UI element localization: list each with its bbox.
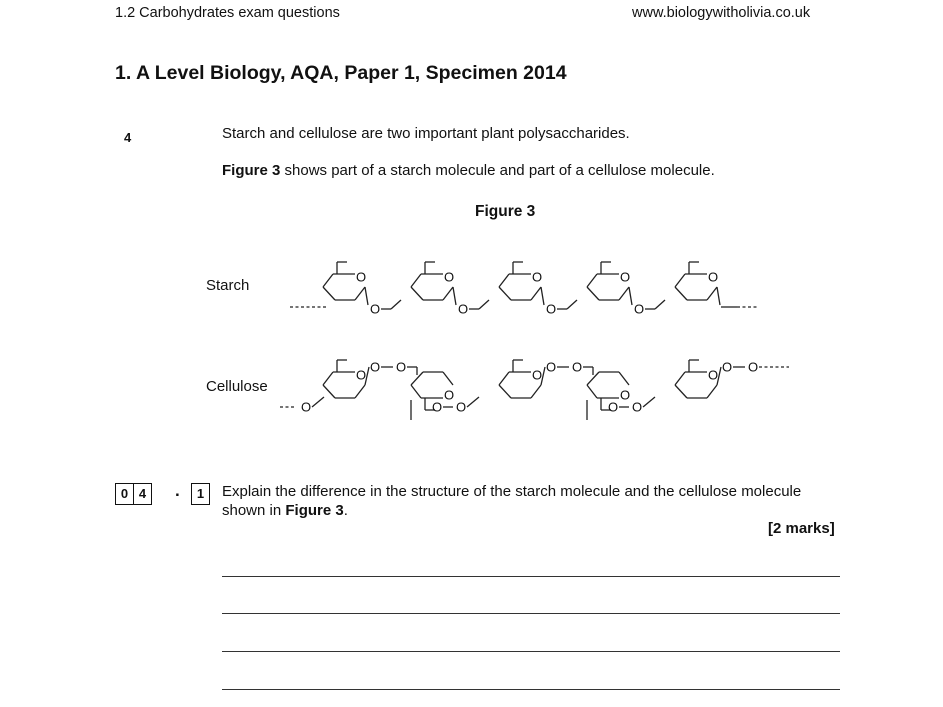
oxygen-atom: O (607, 399, 619, 415)
bond-line (411, 385, 421, 398)
page-title: 1. A Level Biology, AQA, Paper 1, Specimen 2014 (115, 62, 567, 84)
answer-line[interactable] (222, 613, 840, 614)
bond-line (643, 397, 655, 407)
oxygen-atom: O (531, 269, 543, 285)
bond-line (675, 287, 687, 300)
part-digit: 1 (196, 486, 205, 501)
molecule-figure (280, 245, 800, 430)
bond-line (531, 287, 541, 300)
answer-line[interactable] (222, 576, 840, 577)
bond-line (499, 274, 509, 287)
bond-line (675, 385, 687, 398)
oxygen-atom: O (747, 359, 759, 375)
bond-line (323, 287, 335, 300)
figure-reference (222, 162, 715, 179)
bond-line (411, 274, 421, 287)
bond-line (587, 287, 599, 300)
oxygen-atom: O (395, 359, 407, 375)
cellulose-chain (280, 360, 789, 421)
bond-line (655, 300, 665, 309)
answer-line[interactable] (222, 651, 840, 652)
question-digit: 0 (120, 486, 129, 501)
bond-line (629, 287, 632, 305)
subquestion-text (222, 482, 822, 520)
bond-line (541, 287, 544, 305)
bond-line (567, 300, 577, 309)
bond-line (467, 397, 479, 407)
subquestion-text-end: . (343, 502, 348, 519)
bond-line (707, 287, 717, 300)
bond-line (499, 372, 509, 385)
oxygen-atom: O (619, 387, 631, 403)
answer-line[interactable] (222, 689, 840, 690)
question-intro: Starch and cellulose are two important plant polysaccharides. (222, 125, 630, 142)
oxygen-atom: O (431, 399, 443, 415)
oxygen-atom: O (619, 269, 631, 285)
part-number-box (191, 483, 210, 505)
question-digit: 4 (133, 484, 151, 504)
bond-line (717, 287, 720, 305)
figure-caption: Figure 3 (475, 203, 536, 220)
subquestion-text-main: Explain the difference in the structure of the starch molecule and the cellulose molecule shown in (222, 483, 802, 519)
bond-line (443, 372, 453, 385)
oxygen-atom: O (633, 301, 645, 317)
marks-label: [2 marks] (768, 520, 835, 537)
bond-line (312, 397, 324, 407)
oxygen-atom: O (457, 301, 469, 317)
bond-line (707, 385, 717, 398)
oxygen-atom: O (455, 399, 467, 415)
cellulose-label: Cellulose (206, 378, 268, 395)
question-separator: . (175, 481, 180, 500)
oxygen-atom: O (355, 269, 367, 285)
bond-line (365, 287, 368, 305)
oxygen-atom: O (443, 269, 455, 285)
header-title: 1.2 Carbohydrates exam questions (115, 5, 340, 21)
figure-reference-text: shows part of a starch molecule and part of a cellulose molecule. (280, 162, 715, 179)
starch-chain (290, 262, 757, 317)
oxygen-atom: O (707, 269, 719, 285)
bond-line (675, 372, 685, 385)
oxygen-atom: O (707, 367, 719, 383)
bond-line (323, 274, 333, 287)
oxygen-atom: O (571, 359, 583, 375)
bond-line (443, 287, 453, 300)
bond-line (411, 287, 423, 300)
bond-line (323, 385, 335, 398)
oxygen-atom: O (531, 367, 543, 383)
bond-line (587, 274, 597, 287)
oxygen-atom: O (443, 387, 455, 403)
oxygen-atom: O (369, 301, 381, 317)
oxygen-atom: O (545, 359, 557, 375)
bond-line (587, 385, 597, 398)
question-number-box (115, 483, 152, 505)
subquestion-figure-ref: Figure 3 (285, 502, 344, 519)
bond-line (355, 385, 365, 398)
bond-line (499, 385, 511, 398)
oxygen-atom: O (631, 399, 643, 415)
oxygen-atom: O (300, 399, 312, 415)
bond-line (323, 372, 333, 385)
header-website: www.biologywitholivia.co.uk (632, 5, 811, 21)
oxygen-atom: O (369, 359, 381, 375)
bond-line (619, 372, 629, 385)
bond-line (355, 287, 365, 300)
oxygen-atom: O (355, 367, 367, 383)
question-number: 4 (124, 130, 132, 145)
oxygen-atom: O (721, 359, 733, 375)
bond-line (499, 287, 511, 300)
bond-line (675, 274, 685, 287)
bond-line (531, 385, 541, 398)
bond-line (453, 287, 456, 305)
oxygen-atom: O (545, 301, 557, 317)
bond-line (391, 300, 401, 309)
figure-reference-bold: Figure 3 (222, 162, 281, 179)
starch-label: Starch (206, 277, 250, 294)
bond-line (619, 287, 629, 300)
bond-line (479, 300, 489, 309)
